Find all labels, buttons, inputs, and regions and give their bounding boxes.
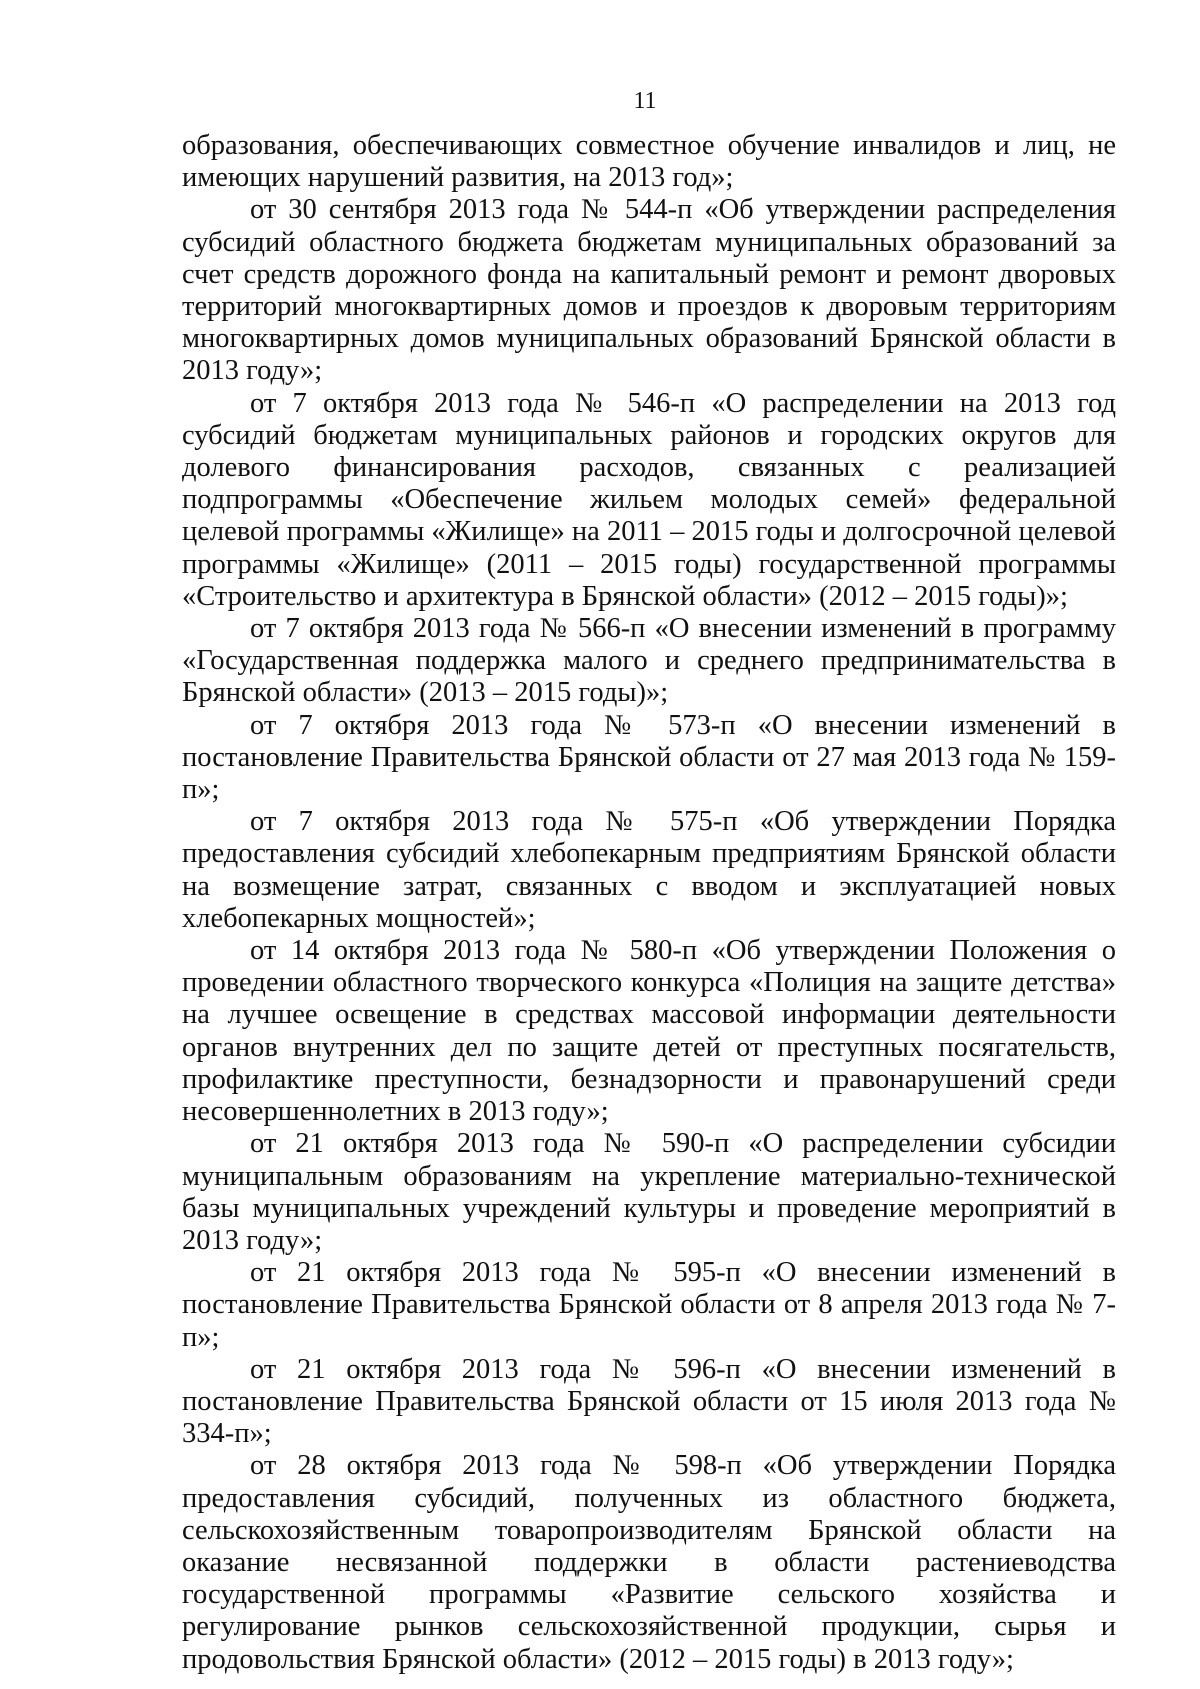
paragraph-decree-544: от 30 сентября 2013 года № 544-п «Об утверждении распределения субсидий областного бюджета бюджетам муниципальных образований за счет средств дорожного фонда на капитальный ремонт и ремонт дворовых территорий многоквартирных домов и проездов к дворовым территориям многоквартирных домов муниципальных образований Брянской области в 2013 году»; [182, 194, 1116, 387]
paragraph-continuation: образования, обеспечивающих совместное обучение инвалидов и лиц, не имеющих нарушений развития, на 2013 год»; [182, 130, 1116, 194]
document-body [182, 130, 1116, 1676]
paragraph-decree-598: от 28 октября 2013 года № 598-п «Об утверждении Порядка предоставления субсидий, полученных из областного бюджета, сельскохозяйственным товаропроизводителям Брянской области на оказание несвязанной поддержки в области растениеводства государственной программы «Развитие сельского хозяйства и регулирование рынков сельскохозяйственной продукции, сырья и продовольствия Брянской области» (2012 – 2015 годы) в 2013 году»; [182, 1450, 1116, 1675]
paragraph-decree-596: от 21 октября 2013 года № 596-п «О внесении изменений в постановление Правительства Брянской области от 15 июля 2013 года № 334-п»; [182, 1353, 1116, 1450]
paragraph-decree-573: от 7 октября 2013 года № 573-п «О внесении изменений в постановление Правительства Брянской области от 27 мая 2013 года № 159-п»; [182, 709, 1116, 806]
paragraph-decree-595: от 21 октября 2013 года № 595-п «О внесении изменений в постановление Правительства Брянской области от 8 апреля 2013 года № 7-п»; [182, 1257, 1116, 1353]
paragraph-decree-590: от 21 октября 2013 года № 590-п «О распределении субсидии муниципальным образованиям на укрепление материально-технической базы муниципальных учреждений культуры и проведение мероприятий в 2013 году»; [182, 1128, 1116, 1256]
paragraph-decree-580: от 14 октября 2013 года № 580-п «Об утверждении Положения о проведении областного творческого конкурса «Полиция на защите детства» на лучшее освещение в средствах массовой информации деятельности органов внутренних дел по защите детей от преступных посягательств, профилактике преступности, безнадзорности и правонарушений среди несовершеннолетних в 2013 году»; [182, 935, 1116, 1128]
page-number: 11 [633, 88, 657, 114]
paragraph-decree-566: от 7 октября 2013 года № 566-п «О внесении изменений в программу «Государственная поддержка малого и среднего предпринимательства в Брянской области» (2013 – 2015 годы)»; [182, 613, 1116, 709]
paragraph-decree-546: от 7 октября 2013 года № 546-п «О распределении на 2013 год субсидий бюджетам муниципальных районов и городских округов для долевого финансирования расходов, связанных с реализацией подпрограммы «Обеспечение жильем молодых семей» федеральной целевой программы «Жилище» на 2011 – 2015 годы и долгосрочной целевой программы «Жилище» (2011 – 2015 годы) государственной программы «Строительство и архитектура в Брянской области» (2012 – 2015 годы)»; [182, 387, 1116, 612]
paragraph-decree-575: от 7 октября 2013 года № 575-п «Об утверждении Порядка предоставления субсидий хлебопекарным предприятиям Брянской области на возмещение затрат, связанных с вводом и эксплуатацией новых хлебопекарных мощностей»; [182, 806, 1116, 934]
